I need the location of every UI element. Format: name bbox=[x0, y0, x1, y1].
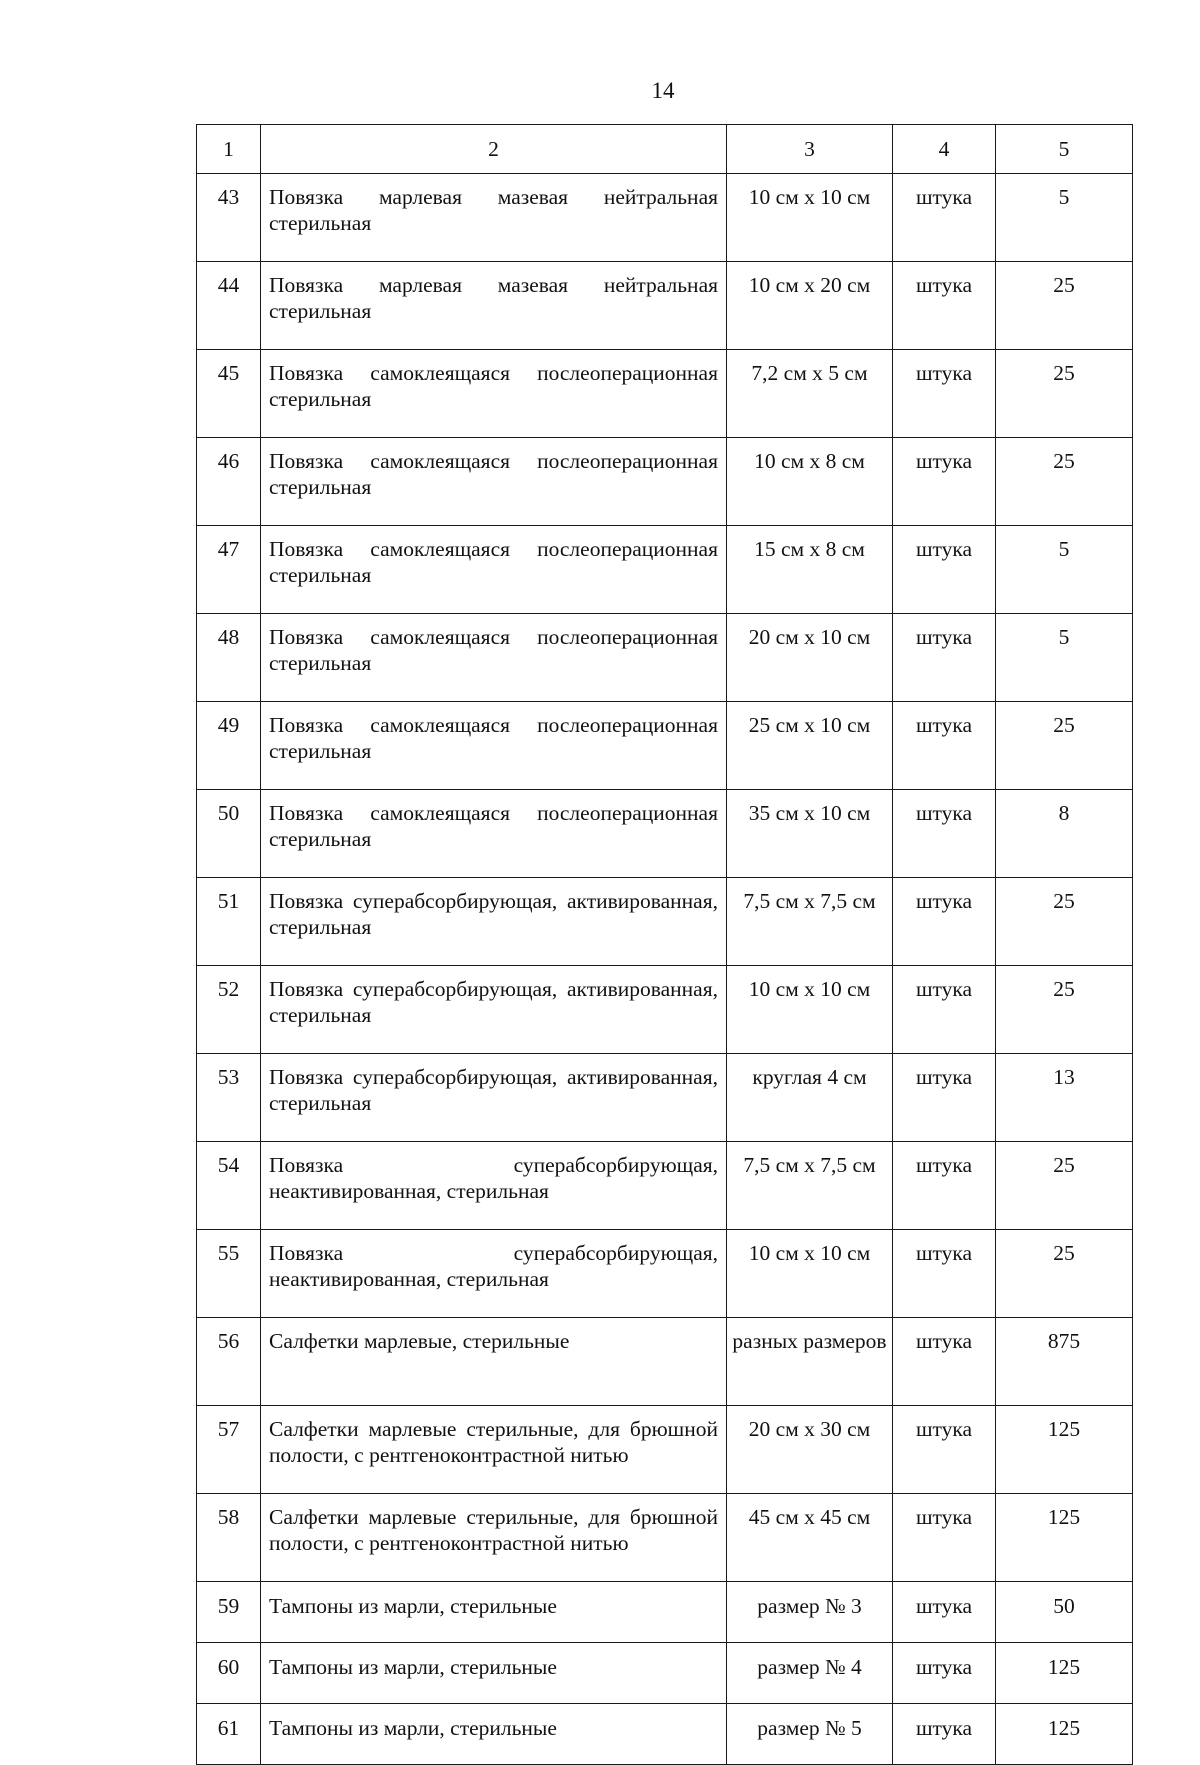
header-col-1: 1 bbox=[197, 125, 261, 174]
item-name: Повязка самоклеящаяся послеоперационная стерильная bbox=[261, 702, 727, 790]
table-row bbox=[197, 262, 1133, 350]
item-unit: штука bbox=[893, 350, 996, 438]
item-quantity: 125 bbox=[996, 1494, 1133, 1582]
row-number: 55 bbox=[197, 1230, 261, 1318]
item-name: Повязка суперабсорбирующая, активированная, стерильная bbox=[261, 1054, 727, 1142]
item-quantity: 125 bbox=[996, 1643, 1133, 1704]
table-row bbox=[197, 1494, 1133, 1582]
item-name: Повязка марлевая мазевая нейтральная стерильная bbox=[261, 174, 727, 262]
item-quantity: 5 bbox=[996, 174, 1133, 262]
row-number: 57 bbox=[197, 1406, 261, 1494]
item-name: Салфетки марлевые, стерильные bbox=[261, 1318, 727, 1406]
table-row bbox=[197, 702, 1133, 790]
item-quantity: 25 bbox=[996, 438, 1133, 526]
item-size: 10 см х 10 см bbox=[727, 966, 893, 1054]
item-unit: штука bbox=[893, 1142, 996, 1230]
item-quantity: 25 bbox=[996, 1230, 1133, 1318]
item-name: Повязка самоклеящаяся послеоперационная стерильная bbox=[261, 526, 727, 614]
item-size: 7,5 см х 7,5 см bbox=[727, 1142, 893, 1230]
header-col-3: 3 bbox=[727, 125, 893, 174]
item-name: Повязка самоклеящаяся послеоперационная стерильная bbox=[261, 438, 727, 526]
item-name: Повязка самоклеящаяся послеоперационная стерильная bbox=[261, 350, 727, 438]
item-quantity: 25 bbox=[996, 262, 1133, 350]
table-row bbox=[197, 1704, 1133, 1765]
item-size: разных размеров bbox=[727, 1318, 893, 1406]
item-name: Повязка самоклеящаяся послеоперационная стерильная bbox=[261, 614, 727, 702]
table-row bbox=[197, 614, 1133, 702]
item-name: Повязка суперабсорбирующая, активированная, стерильная bbox=[261, 966, 727, 1054]
table-row bbox=[197, 1318, 1133, 1406]
item-size: 10 см х 20 см bbox=[727, 262, 893, 350]
item-unit: штука bbox=[893, 1494, 996, 1582]
item-unit: штука bbox=[893, 1230, 996, 1318]
item-size: 7,2 см х 5 см bbox=[727, 350, 893, 438]
item-name: Повязка суперабсорбирующая, активированная, стерильная bbox=[261, 878, 727, 966]
item-name: Повязка самоклеящаяся послеоперационная стерильная bbox=[261, 790, 727, 878]
row-number: 60 bbox=[197, 1643, 261, 1704]
table-row bbox=[197, 1582, 1133, 1643]
item-size: размер № 3 bbox=[727, 1582, 893, 1643]
table-row bbox=[197, 174, 1133, 262]
table-row bbox=[197, 1142, 1133, 1230]
item-quantity: 13 bbox=[996, 1054, 1133, 1142]
row-number: 54 bbox=[197, 1142, 261, 1230]
row-number: 51 bbox=[197, 878, 261, 966]
item-quantity: 25 bbox=[996, 966, 1133, 1054]
item-name: Салфетки марлевые стерильные, для брюшной полости, с рентгеноконтрастной нитью bbox=[261, 1406, 727, 1494]
item-size: 10 см х 10 см bbox=[727, 174, 893, 262]
item-name: Повязка суперабсорбирующая, неактивированная, стерильная bbox=[261, 1142, 727, 1230]
item-unit: штука bbox=[893, 1318, 996, 1406]
item-name: Тампоны из марли, стерильные bbox=[261, 1704, 727, 1765]
item-quantity: 125 bbox=[996, 1704, 1133, 1765]
item-name: Повязка марлевая мазевая нейтральная стерильная bbox=[261, 262, 727, 350]
item-size: круглая 4 см bbox=[727, 1054, 893, 1142]
header-col-2: 2 bbox=[261, 125, 727, 174]
row-number: 43 bbox=[197, 174, 261, 262]
item-name: Тампоны из марли, стерильные bbox=[261, 1582, 727, 1643]
row-number: 45 bbox=[197, 350, 261, 438]
item-unit: штука bbox=[893, 614, 996, 702]
item-size: 35 см х 10 см bbox=[727, 790, 893, 878]
item-unit: штука bbox=[893, 702, 996, 790]
row-number: 49 bbox=[197, 702, 261, 790]
item-unit: штука bbox=[893, 1643, 996, 1704]
item-size: 10 см х 10 см bbox=[727, 1230, 893, 1318]
item-quantity: 5 bbox=[996, 526, 1133, 614]
item-size: 45 см х 45 см bbox=[727, 1494, 893, 1582]
row-number: 59 bbox=[197, 1582, 261, 1643]
item-unit: штука bbox=[893, 526, 996, 614]
item-quantity: 25 bbox=[996, 878, 1133, 966]
item-size: 15 см х 8 см bbox=[727, 526, 893, 614]
table-row bbox=[197, 878, 1133, 966]
row-number: 58 bbox=[197, 1494, 261, 1582]
table-header-row bbox=[197, 125, 1133, 174]
item-unit: штука bbox=[893, 790, 996, 878]
item-quantity: 875 bbox=[996, 1318, 1133, 1406]
item-size: 7,5 см х 7,5 см bbox=[727, 878, 893, 966]
supplies-table bbox=[196, 124, 1133, 1765]
table-row bbox=[197, 1230, 1133, 1318]
table-row bbox=[197, 1054, 1133, 1142]
item-unit: штука bbox=[893, 1582, 996, 1643]
table-row bbox=[197, 1406, 1133, 1494]
item-name: Тампоны из марли, стерильные bbox=[261, 1643, 727, 1704]
row-number: 61 bbox=[197, 1704, 261, 1765]
row-number: 47 bbox=[197, 526, 261, 614]
item-size: размер № 4 bbox=[727, 1643, 893, 1704]
item-quantity: 50 bbox=[996, 1582, 1133, 1643]
item-size: 20 см х 10 см bbox=[727, 614, 893, 702]
row-number: 56 bbox=[197, 1318, 261, 1406]
item-quantity: 25 bbox=[996, 1142, 1133, 1230]
table-row bbox=[197, 790, 1133, 878]
item-quantity: 125 bbox=[996, 1406, 1133, 1494]
item-quantity: 8 bbox=[996, 790, 1133, 878]
table-row bbox=[197, 1643, 1133, 1704]
row-number: 53 bbox=[197, 1054, 261, 1142]
item-quantity: 5 bbox=[996, 614, 1133, 702]
item-quantity: 25 bbox=[996, 702, 1133, 790]
item-size: 10 см х 8 см bbox=[727, 438, 893, 526]
item-unit: штука bbox=[893, 174, 996, 262]
item-size: 25 см х 10 см bbox=[727, 702, 893, 790]
item-quantity: 25 bbox=[996, 350, 1133, 438]
table-body bbox=[197, 174, 1133, 1765]
item-unit: штука bbox=[893, 438, 996, 526]
page-number: 14 bbox=[651, 78, 675, 103]
row-number: 52 bbox=[197, 966, 261, 1054]
table-row bbox=[197, 438, 1133, 526]
item-size: размер № 5 bbox=[727, 1704, 893, 1765]
row-number: 46 bbox=[197, 438, 261, 526]
item-unit: штука bbox=[893, 878, 996, 966]
item-unit: штука bbox=[893, 1054, 996, 1142]
item-unit: штука bbox=[893, 1406, 996, 1494]
item-name: Салфетки марлевые стерильные, для брюшной полости, с рентгеноконтрастной нитью bbox=[261, 1494, 727, 1582]
item-unit: штука bbox=[893, 262, 996, 350]
row-number: 48 bbox=[197, 614, 261, 702]
item-size: 20 см х 30 см bbox=[727, 1406, 893, 1494]
row-number: 50 bbox=[197, 790, 261, 878]
item-name: Повязка суперабсорбирующая, неактивированная, стерильная bbox=[261, 1230, 727, 1318]
table-row bbox=[197, 350, 1133, 438]
table-row bbox=[197, 526, 1133, 614]
item-unit: штука bbox=[893, 1704, 996, 1765]
header-col-5: 5 bbox=[996, 125, 1133, 174]
row-number: 44 bbox=[197, 262, 261, 350]
table-row bbox=[197, 966, 1133, 1054]
item-unit: штука bbox=[893, 966, 996, 1054]
header-col-4: 4 bbox=[893, 125, 996, 174]
